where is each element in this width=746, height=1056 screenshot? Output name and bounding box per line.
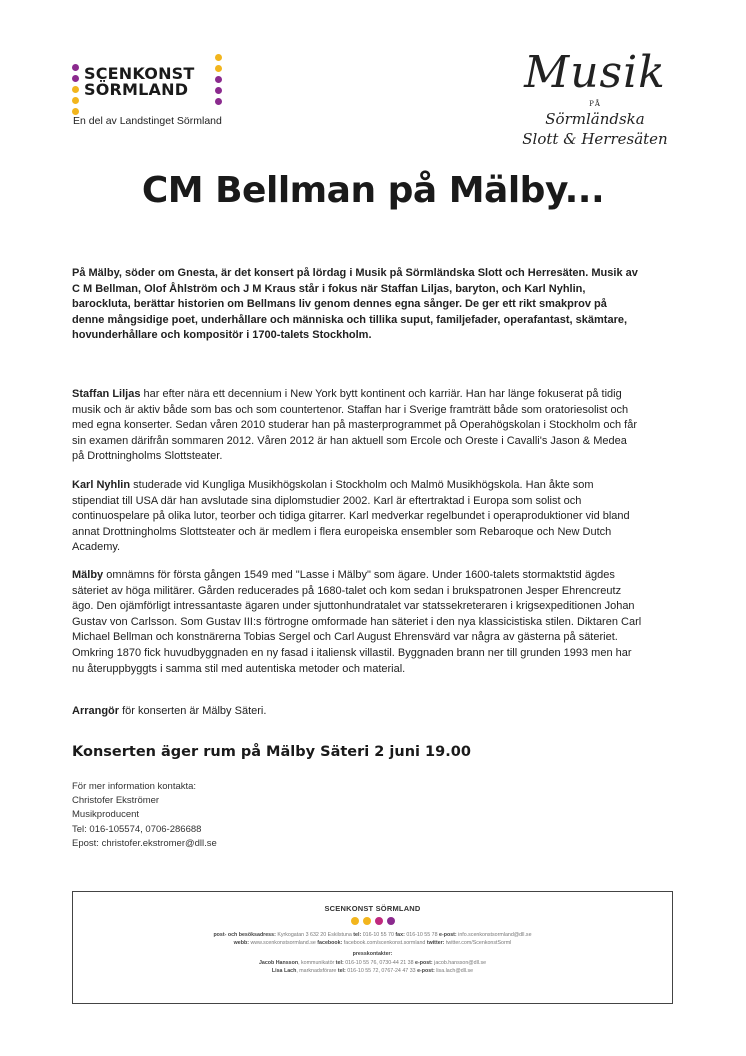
logo-dot [72, 97, 79, 104]
logo-dot [72, 75, 79, 82]
logo-dot [215, 54, 222, 61]
paragraph-text: har efter nära ett decennium i New York bytt kontinent och karriär. Han har länge fokuserat på tidig musik och är aktiv både som bas och som countertenor. Staffan har i Sverige framträtt både som oratoriesolist och med egna konserter. Sedan våren 2010 studerar han på masterprogrammet på Operahögskolan i Stockholm och får sin examen därifrån sommaren 2012. Våren 2012 är han aktuell som Ercole och Oreste i Cavalli's Jason & Medea på Drottningholms Slottsteater. [72, 388, 637, 463]
footer-value: 016-10 55 72, 0767-24 47 33 [345, 967, 418, 974]
footer-dot [387, 917, 395, 925]
footer-label: facebook: [317, 940, 343, 947]
logo-dot [215, 87, 222, 94]
footer-box [72, 891, 673, 1004]
intro-paragraph: På Mälby, söder om Gnesta, är det konsert på lördag i Musik på Sörmländska Slott och Herresäten. Musik av C M Bellman, Olof Åhlström och J M Kraus står i fokus när Staffan Liljas, baryton, och Karl Nyhlin, barockluta, berättar historien om Bellmans liv genom dennes egna sånger. De ger ett rikt smakprov på denne mångsidige poet, underhållare och människa och tillika suput, familjefader, operafantast, skämtare, hovunderhållare och kompositör i 1700-talets Stockholm. [72, 267, 638, 342]
footer-label: fax: [395, 932, 405, 938]
logo-dot [215, 65, 222, 72]
footer-value: , kommunikatör [298, 959, 336, 966]
paragraph-staffan-liljas [72, 387, 642, 465]
footer-label: presskontakter: [352, 951, 393, 958]
footer-web-link[interactable]: www.scenkonstsormland.se [248, 940, 318, 947]
paragraph-text: studerade vid Kungliga Musikhögskolan i Stockholm och Malmö Musikhögskola. Han åkte som stipendiat till USA där han avslutade sina diplomstudier 2002. Karl är eftertraktad i Europa som solist och continuospelare på olika lutor, teorber och tidiga gitarrer. Karl medverkar regelbundet i operaproduktioner vid bland annat Drottningholms Slottsteater och är medlem i flera europeiska ensembler som Rebaroque och New Dutch Academy. [72, 479, 630, 554]
footer-label: e-post: [439, 932, 457, 938]
contact-role: Musikproducent [72, 809, 140, 821]
logo-sormlandska: Sörmländska [545, 110, 645, 128]
contact-block [72, 780, 217, 851]
footer-address-line [73, 931, 672, 939]
footer-email-link[interactable]: info.scenkonstsormland@dll.se [456, 932, 532, 938]
footer-press-title [73, 950, 672, 958]
footer-press-contact-1 [73, 959, 672, 967]
footer-value: 016-10 55 70 [361, 932, 396, 938]
footer-label: tel: [337, 967, 346, 974]
paragraph-lead: Mälby [72, 569, 104, 581]
musik-pa-sormlandska-slott-logo [500, 48, 690, 160]
logo-dot [72, 108, 79, 115]
paragraph-malby [72, 568, 642, 677]
logo-dots-right [215, 54, 222, 109]
paragraph-lead: Arrangör [72, 705, 120, 717]
footer-label: tel: [353, 932, 362, 938]
footer-press-email-link[interactable]: lisa.lach@dll.se [434, 967, 474, 974]
contact-line: För mer information kontakta: [72, 781, 197, 792]
footer-twitter-link[interactable]: twitter.com/ScenkonstSorml [444, 940, 512, 947]
logo-dot [72, 64, 79, 71]
footer-label: post- och besöksadress: [213, 932, 276, 938]
footer-label: e-post: [415, 959, 433, 966]
page-title: CM Bellman på Mälby... [141, 170, 605, 211]
contact-email: Epost: christofer.ekstromer@dll.se [72, 837, 217, 849]
contact-name: Christofer Ekströmer [72, 795, 160, 807]
paragraph-text: för konserten är Mälby Säteri. [119, 705, 267, 717]
footer-press-contact-2 [73, 967, 672, 975]
logo-dots-left [72, 64, 79, 119]
footer-label: e-post: [417, 967, 435, 974]
logo-text-line2: SÖRMLAND [84, 80, 189, 99]
footer-press-email-link[interactable]: jacob.hansson@dll.se [432, 959, 487, 966]
footer-dot [375, 917, 383, 925]
footer-dots [73, 917, 672, 925]
contact-phone: Tel: 016-105574, 0706-286688 [72, 823, 202, 835]
logo-tagline: En del av Landstinget Sörmland [73, 115, 222, 127]
footer-facebook-link[interactable]: facebook.com/scenkonst.sormland [342, 940, 427, 947]
footer-dot [363, 917, 371, 925]
logo-slott-herresaten: Slott & Herresäten [522, 130, 668, 148]
paragraph-text: omnämns för första gången 1549 med "Lasse i Mälby" som ägare. Under 1600-talets stormaktstid ägdes säteriet av höga militärer. Gården reducerades på 1680-talet och kom sedan i brukspatronen Jesper Ehrencreutz ägo. Den ojämförligt intressantaste ägaren under sjuttonhundratalet var statssekreteraren i krigsexpeditionen Johan Gustav von Carlsson. Som Gustav III:s förtrogne omformade han säteriet i den nya klassicistiska stilen. Diktaren Carl Michael Bellman och konstnärerna Tobias Sergel och Carl August Ehrensvärd var några av gästerna på säteriet. Omkring 1870 fick huvudbyggnaden en ny fasad i italiensk villastil. Byggnaden brann ner till grunden 1993 men har nu återuppbyggts i samma stil med autentiska metoder och material. [72, 569, 642, 675]
logo-dot [215, 76, 222, 83]
footer-dot [351, 917, 359, 925]
logo-dot [72, 86, 79, 93]
paragraph-arrangor [72, 704, 642, 720]
logo-musik: Musik [524, 47, 666, 98]
logo-text-line1: SCENKONST [84, 64, 195, 83]
paragraph-karl-nyhlin [72, 478, 642, 556]
paragraph-lead: Karl Nyhlin [72, 479, 131, 491]
logo-pa: PÅ [589, 100, 601, 108]
footer-value: Kyrkogatan 3 632 20 Eskilstuna [275, 932, 354, 938]
footer-title: SCENKONST SÖRMLAND [324, 904, 421, 913]
footer-press-name: Lisa Lach [271, 967, 297, 974]
footer-label: tel: [335, 959, 344, 966]
footer-value: , marknadsförare [296, 967, 338, 974]
scenkonst-sormland-logo [70, 52, 240, 130]
concert-date-heading: Konserten äger rum på Mälby Säteri 2 juni 19.00 [72, 744, 471, 760]
footer-label: webb: [233, 940, 249, 947]
footer-label: twitter: [426, 940, 445, 947]
paragraph-lead: Staffan Liljas [72, 388, 141, 400]
footer-value: 016-10 55 78 [404, 932, 440, 938]
footer-value: 016-10 55 76, 0730-44 21 38 [343, 959, 416, 966]
footer-web-line [73, 939, 672, 947]
footer-press-name: Jacob Hansson [258, 959, 299, 966]
logo-dot [215, 98, 222, 105]
